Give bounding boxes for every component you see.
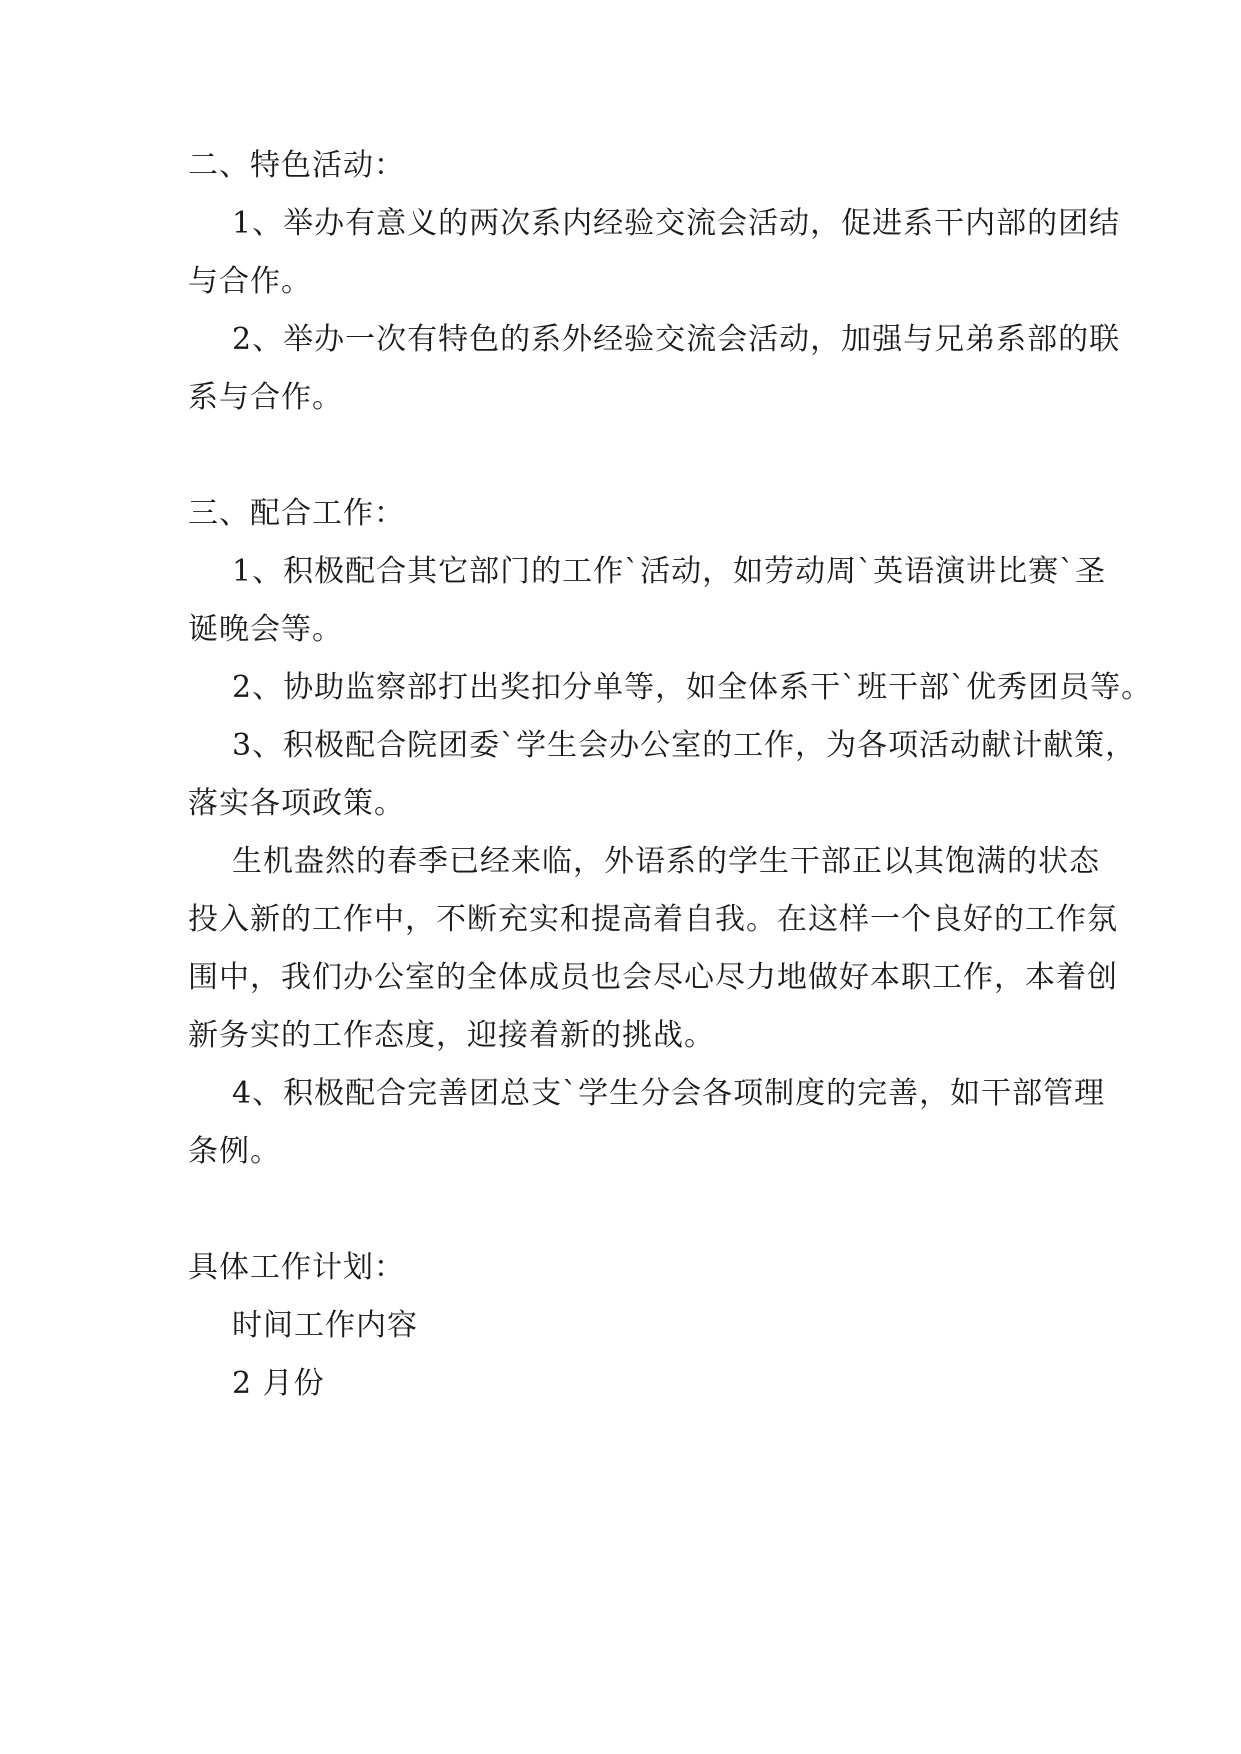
paragraph-line: 新务实的工作态度，迎接着新的挑战。 xyxy=(188,1018,715,1053)
section-heading: 三、配合工作： xyxy=(188,496,405,531)
paragraph-line: 1、积极配合其它部门的工作`活动，如劳动周`英语演讲比赛`圣 xyxy=(232,554,1107,589)
paragraph-line: 条例。 xyxy=(188,1134,281,1169)
paragraph-line: 3、积极配合院团委`学生会办公室的工作，为各项活动献计献策， xyxy=(232,728,1137,763)
paragraph-line: 生机盎然的春季已经来临，外语系的学生干部正以其饱满的状态 xyxy=(232,844,1100,879)
paragraph-line: 4、积极配合完善团总支`学生分会各项制度的完善，如干部管理 xyxy=(232,1076,1106,1111)
section-heading: 二、特色活动： xyxy=(188,148,405,183)
paragraph-line: 诞晚会等。 xyxy=(188,612,343,647)
table-header: 时间工作内容 xyxy=(232,1308,418,1343)
paragraph-line: 投入新的工作中，不断充实和提高着自我。在这样一个良好的工作氛 xyxy=(188,902,1118,937)
month-label: 2 月份 xyxy=(232,1366,325,1401)
paragraph-line: 2、举办一次有特色的系外经验交流会活动，加强与兄弟系部的联 xyxy=(232,322,1121,357)
paragraph-line: 2、协助监察部打出奖扣分单等，如全体系干`班干部`优秀团员等。 xyxy=(232,670,1153,705)
paragraph-line: 1、举办有意义的两次系内经验交流会活动，促进系干内部的团结 xyxy=(232,206,1121,241)
paragraph-line: 系与合作。 xyxy=(188,380,343,415)
section-heading: 具体工作计划： xyxy=(188,1250,405,1285)
paragraph-line: 落实各项政策。 xyxy=(188,786,405,821)
paragraph-line: 围中，我们办公室的全体成员也会尽心尽力地做好本职工作，本着创 xyxy=(188,960,1118,995)
paragraph-line: 与合作。 xyxy=(188,264,312,299)
